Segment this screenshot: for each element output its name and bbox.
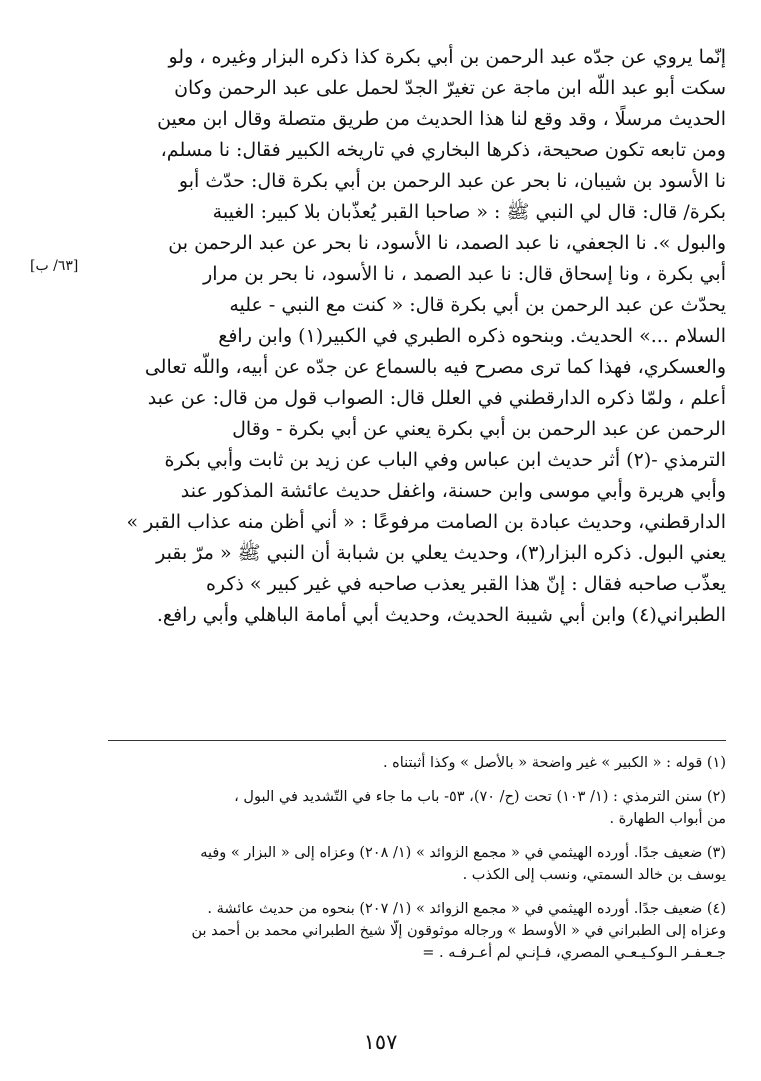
footnote-line: (١) قوله : « الكبير » غير واضحة « بالأصل » وكذا أثبتناه . <box>382 755 726 771</box>
footnote-line: يوسف بن خالد السمتي، ونسب إلى الكذب . <box>462 867 726 883</box>
footnote-line: (٣) ضعيف جدًا. أورده الهيثمي في « مجمع الزوائد » (١/ ٢٠٨) وعزاه إلى « البزار » وفيه <box>200 845 726 861</box>
main-text-line: يحدّث عن عبد الرحمن بن أبي بكرة قال: « كنت مع النبي - عليه <box>229 294 726 316</box>
footnote-line: من أبواب الطهارة . <box>609 811 726 827</box>
main-text-line: أعلم ، ولمّا ذكره الدارقطني في العلل قال: الصواب قول من قال: عن عبد <box>147 387 726 409</box>
main-text-line: الترمذي -(٢) أثر حديث ابن عباس وفي الباب عن زيد بن ثابت وأبي بكرة <box>164 449 726 471</box>
footnote-divider <box>108 740 726 741</box>
main-text-line: الرحمن عن عبد الرحمن بن أبي بكرة يعني عن أبي بكرة - وقال <box>232 418 726 440</box>
main-text-line: الحديث مرسلًا ، وقد وقع لنا هذا الحديث من طريق متصلة وقال ابن معين <box>157 108 726 130</box>
footnote-line: (٢) سنن الترمذي : (١/ ١٠٣) تحت (ح/ ٧٠)، ٥٣- باب ما جاء في التّشديد في البول ، <box>234 789 726 805</box>
footnote <box>108 752 726 774</box>
page-number: ١٥٧ <box>363 1030 398 1054</box>
main-text-line: يعذّب صاحبه فقال : إنّ هذا القبر يعذب صاحبه في غير كبير » ذكره <box>205 573 726 595</box>
main-text-line: إنّما يروي عن جدّه عبد الرحمن بن أبي بكرة كذا ذكره البزار وغيره ، ولو <box>168 46 726 68</box>
footnote <box>108 786 726 830</box>
main-text-line: ومن تابعه تكون صحيحة، ذكرها البخاري في تاريخه الكبير فقال: نا مسلم، <box>160 139 726 161</box>
main-text-line: سكت أبو عبد اللّه ابن ماجة عن تغيرّ الجدّ لحمل على عبد الرحمن وكان <box>174 77 726 99</box>
main-text-line: وأبي هريرة وأبي موسى وابن حسنة، واغفل حديث عائشة المذكور عند <box>180 480 726 502</box>
margin-folio-note: [٦٣/ ب] <box>30 258 79 274</box>
main-text-line: السلام ...» الحديث. وبنحوه ذكره الطبري في الكبير(١) وابن رافع <box>218 325 726 347</box>
footnote-line: جـعـفـر الـوكـيـعـي المصري، فـإنـي لم أعـرفـه . = <box>422 945 726 961</box>
main-text-line: الطبراني(٤) وابن أبي شيبة الحديث، وحديث أبي أمامة الباهلي وأبي رافع. <box>156 604 726 626</box>
main-text-line: والعسكري، فهذا كما ترى مصرح فيه بالسماع عن جدّه عن أبيه، واللّه تعالى <box>144 356 726 378</box>
main-text-line: نا الأسود بن شيبان، نا بحر عن عبد الرحمن بن أبي بكرة قال: حدّث أبو <box>178 170 726 192</box>
main-text <box>108 42 726 631</box>
footnote-line: وعزاه إلى الطبراني في « الأوسط » ورجاله موثوقون إلّا شيخ الطبراني محمد بن أحمد بن <box>191 923 726 939</box>
footnote-line: (٤) ضعيف جدًا. أورده الهيثمي في « مجمع الزوائد » (١/ ٢٠٧) بنحوه من حديث عائشة . <box>207 901 726 917</box>
main-text-line: يعني البول. ذكره البزار(٣)، وحديث يعلي بن شبابة أن النبي ﷺ « مرّ بقبر <box>156 542 726 564</box>
main-text-line: الدارقطني، وحديث عبادة بن الصامت مرفوعًا : « أني أظن منه عذاب القبر » <box>126 511 726 533</box>
footnote <box>108 842 726 886</box>
footnotes <box>108 752 726 976</box>
main-text-line: بكرة/ قال: قال لي النبي ﷺ : « صاحبا القبر يُعذّبان بلا كبير: الغيبة <box>212 201 726 223</box>
footnote <box>108 898 726 964</box>
main-text-line: أبي بكرة ، ونا إسحاق قال: نا عبد الصمد ، نا الأسود، نا بحر بن مرار <box>203 263 726 285</box>
main-text-line: والبول ». نا الجعفي، نا عبد الصمد، نا الأسود، نا بحر عن عبد الرحمن بن <box>168 232 726 254</box>
